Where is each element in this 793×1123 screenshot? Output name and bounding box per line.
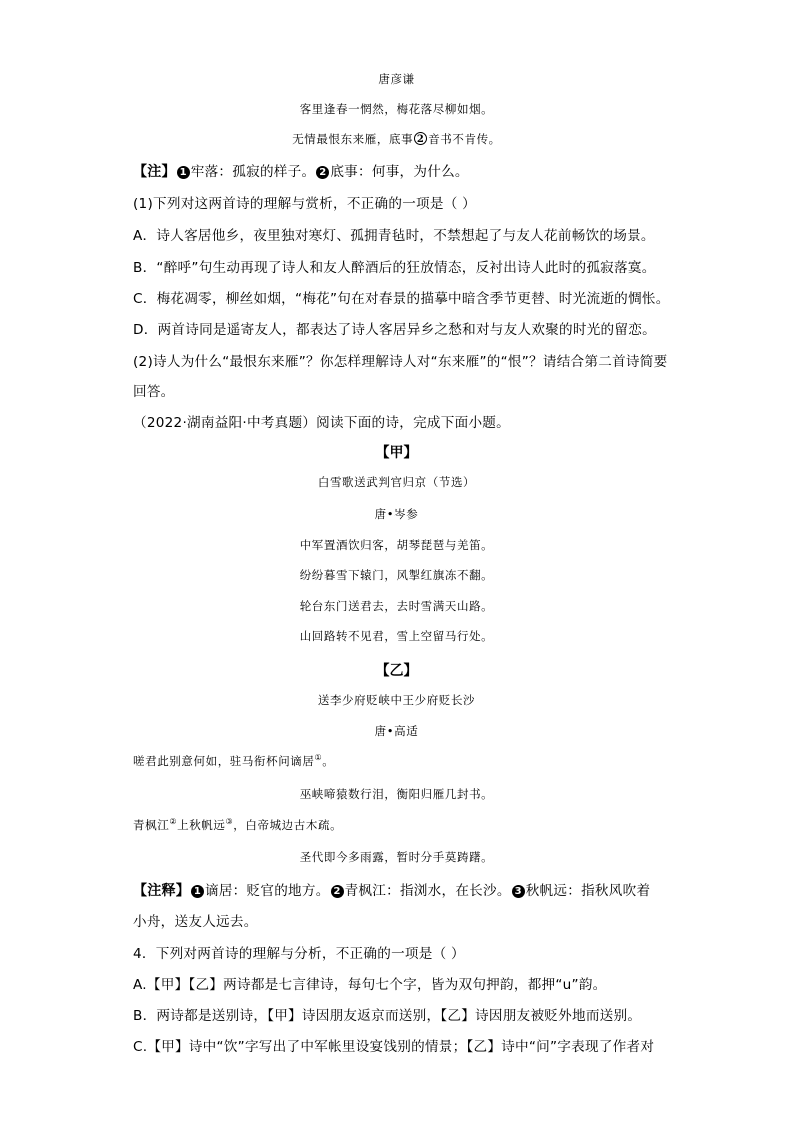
yi-title: 送李少府贬峡中王少府贬长沙 [317, 693, 476, 707]
note2-head: 【注释】 [133, 883, 190, 899]
footnote-ref: ① [314, 753, 323, 763]
poem1-author: 唐彦谦 [378, 72, 415, 86]
note2-text1: 谪居：贬官的地方。 [205, 883, 330, 899]
jia-line: 中军置酒饮归客，胡琴琵琶与羌笛。 [299, 538, 494, 552]
q4-option-b: B．两诗都是送别诗，【甲】诗因朋友返京而送别，【乙】诗因朋友被贬外地而送别。 [133, 1008, 642, 1024]
jia-line: 纷纷暮雪下辕门，风掣红旗冻不翻。 [299, 568, 494, 582]
footnote-ref: ③ [225, 817, 234, 827]
note-marker: 2 [331, 885, 344, 898]
note-marker: 1 [177, 166, 190, 179]
poem1-line2-part1: 无情最恨东来雁，底事 [292, 132, 414, 146]
jia-label: 【甲】 [375, 445, 418, 461]
yi-line1-end: 。 [322, 754, 335, 768]
yi-line3 [133, 817, 342, 833]
q1-option-a: A．诗人客居他乡，夜里独对寒灯、孤拥青毡时，不禁想起了与友人花前畅饮的场景。 [133, 228, 655, 244]
section-intro: （2022·湖南益阳·中考真题）阅读下面的诗，完成下面小题。 [133, 415, 510, 431]
q1-option-b: B．“醉呼”句生动再现了诗人和友人醉酒后的狂放情态，反衬出诗人此时的孤寂落寞。 [133, 260, 656, 276]
q1-option-d: D．两首诗同是遥寄友人，都表达了诗人客居异乡之愁和对与友人欢聚的时光的留恋。 [133, 322, 656, 338]
yi-line1-text: 嗟君此别意何如，驻马衔杯问谪居 [133, 754, 315, 768]
q4-stem: 4．下列对两首诗的理解与分析，不正确的一项是（ ） [133, 946, 465, 962]
poem1-line2 [0, 131, 793, 147]
note1-text1: 牢落：孤寂的样子。 [190, 164, 316, 180]
q2-line2: 回答。 [133, 384, 175, 400]
yi-line3-text: 青枫江 [133, 818, 170, 832]
jia-author: 唐•岑参 [374, 507, 419, 521]
footnote-ref: ② [169, 817, 178, 827]
note2-text3: 秋帆远：指秋风吹着 [525, 883, 651, 899]
yi-label: 【乙】 [375, 663, 418, 679]
jia-line: 轮台东门送君去，去时雪满天山路。 [299, 599, 494, 613]
q1-stem: (1)下列对这两首诗的理解与赏析，不正确的一项是（ ） [133, 196, 476, 212]
note2-line1 [133, 879, 650, 900]
note2-line2: 小舟，送友人远去。 [133, 914, 258, 930]
note-marker: 2 [316, 166, 329, 179]
note1-head: 【注】 [133, 164, 176, 180]
yi-line3-text: ，白帝城边古木疏。 [233, 818, 343, 832]
yi-line3-text: 上秋帆远 [177, 818, 226, 832]
note1-text2: 底事：何事，为什么。 [330, 164, 469, 180]
q4-option-a: A.【甲】【乙】两诗都是七言律诗，每句七个字，皆为双句押韵，都押“u”韵。 [133, 977, 607, 993]
note1 [133, 160, 469, 181]
yi-line2: 巫峡啼猿数行泪，衡阳归雁几封书。 [299, 787, 494, 801]
note-marker: 1 [191, 885, 204, 898]
yi-line4: 圣代即今多雨露，暂时分手莫踌躇。 [299, 850, 494, 864]
yi-line1 [133, 753, 334, 769]
note-marker: 3 [512, 885, 525, 898]
q1-option-c: C．梅花凋零，柳丝如烟，“梅花”句在对春景的描摹中暗含季节更替、时光流逝的惆怅。 [133, 291, 670, 307]
note-marker: 2 [414, 132, 427, 145]
yi-author: 唐•高适 [374, 724, 419, 738]
jia-title: 白雪歌送武判官归京（节选） [317, 475, 476, 489]
q4-option-c: C.【甲】诗中“饮”字写出了中军帐里设宴饯别的情景；【乙】诗中“问”字表现了作者对 [133, 1039, 655, 1055]
poem1-line1: 客里逢春一惘然，梅花落尽柳如烟。 [299, 102, 494, 116]
q2-line1: (2)诗人为什么“最恨东来雁”？你怎样理解诗人对“东来雁”的“恨”？请结合第二首诗简要 [133, 354, 668, 370]
jia-line: 山回路转不见君，雪上空留马行处。 [299, 629, 494, 643]
note2-text2: 青枫江：指浏水，在长沙。 [344, 883, 511, 899]
poem1-line2-part2: 音书不肯传。 [428, 132, 501, 146]
